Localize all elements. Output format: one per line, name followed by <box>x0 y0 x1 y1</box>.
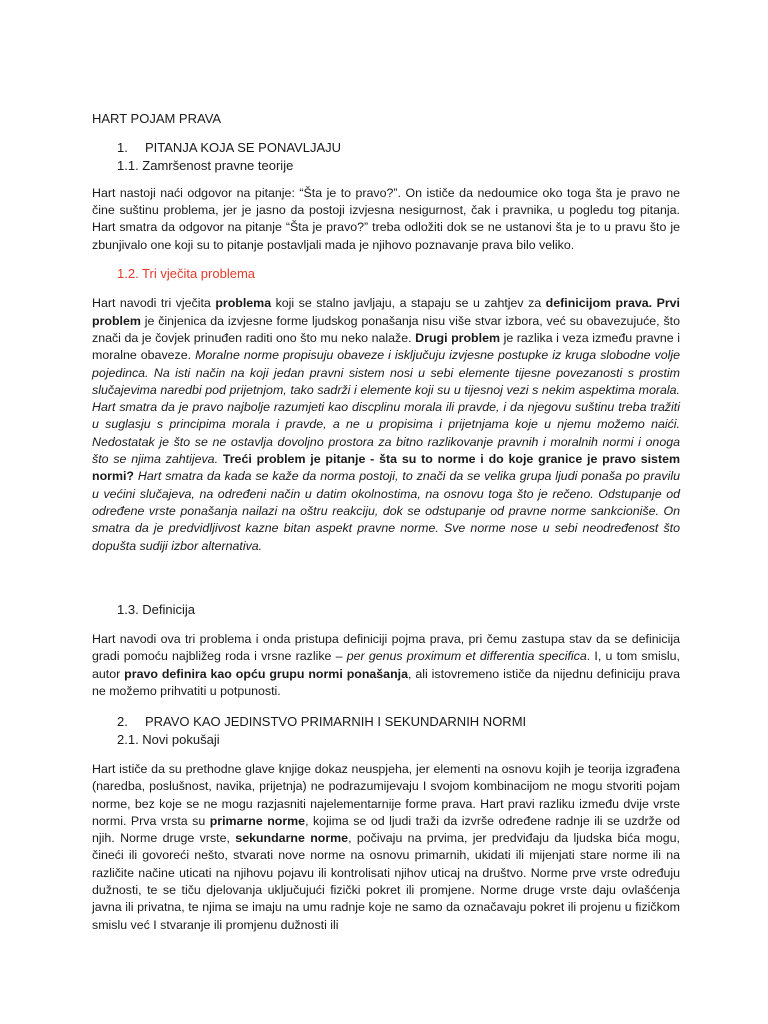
p3-text-a: Hart navodi ova tri problema i onda pristupa definiciji pojma prava, pri čemu zastupa stav da se definicija gradi pomoću najbližeg roda i vrsne razlike – <box>92 632 680 664</box>
p2-bold-definicija: definicijom prava. <box>545 296 653 311</box>
section-1-title: PITANJA KOJA SE PONAVLJAJU <box>145 140 342 156</box>
section-1-3-heading: 1.3. Definicija <box>117 601 196 617</box>
p3-text-c: . I, u tom smislu, autor <box>92 649 680 681</box>
p3-bold-definira: pravo definira kao opću grupu normi ponašanja <box>124 666 408 681</box>
p3-italic-latin: per genus proximum et differentia specifica <box>346 649 587 664</box>
p4-bold-sekundarne: sekundarne norme <box>235 831 349 846</box>
paragraph-4 <box>92 761 680 934</box>
paragraph-1: Hart nastoji naći odgovor na pitanje: “Šta je to pravo?”. On ističe da nedoumice oko toga šta je pravo ne čine suštinu problema, jer je jasno da postoji izvjesna nesigurnost, čak i pravnika, u pogledu tog pitanja. Hart smatra da odgovor na pitanje “Šta je pravo?” treba odložiti dok se ne ustanovi šta je to u pravu što je zbunjivalo one koji su to pitanje postavljali mada je njihovo poznavanje prava bilo veliko. <box>92 185 680 252</box>
section-1-2-heading: 1.2. Tri vječita problema <box>117 266 256 282</box>
p2-bold-prvi-problem: Prvi problem <box>92 296 680 328</box>
section-2-heading <box>92 713 680 730</box>
p2-text-a: Hart navodi tri vječita <box>92 296 216 311</box>
p3-text-e: , ali istovremeno ističe da nijednu definiciju prava ne možemo prihvatiti u potpunosti. <box>92 666 680 699</box>
p2-bold-problema: problema <box>215 296 272 311</box>
p2-text-c: koji se stalno javljaju, a stapaju se u zahtjev za <box>271 296 546 311</box>
document-page <box>92 110 680 934</box>
p4-text-a: Hart ističe da su prethodne glave knjige dokaz neuspjeha, jer elementi na osnovu kojih je teorija izgrađena (naredba, poslušnost, navika, prijetnja) ne podrazumijevaju I svojom kombinacijom ne mogu stvoriti pojam norme, bez koje se ne mogu razjasniti najelementarnije forme prava. Hart pravi razliku između dvije vrste normi. Prva vrsta su <box>92 761 680 828</box>
p2-italic-norme: Hart smatra da kada se kaže da norma postoji, to znači da se velika grupa ljudi ponaša po pravilu u većini slučajeva, na određeni način u datim okolnostima, na osnovu toga što je rečeno. Odstupanje od određene vrste ponašanja nailazi na oštru reakciju, dok se odstupanje od pravne norme sankcioniše. On smatra da je predvidljivost kazne bitan aspekt pravne norme. Sve norme nose u sebi neodređenost što dopušta sudiji izbor alternativa. <box>92 469 680 553</box>
paragraph-2 <box>92 295 680 554</box>
p2-bold-treci-problem: Treći problem je pitanje - šta su to norme i do koje granice je pravo sistem normi? <box>92 452 680 484</box>
p4-bold-primarne: primarne norme <box>209 813 306 828</box>
paragraph-3 <box>92 631 680 700</box>
section-2-title: PRAVO KAO JEDINSTVO PRIMARNIH I SEKUNDARNIH NORMI <box>145 714 527 730</box>
p2-text-i: je razlika i veza između pravne i moralne obaveze. <box>92 330 680 363</box>
section-1-1-heading: 1.1. Zamršenost pravne teorije <box>117 157 294 173</box>
p4-text-c: , kojima se od ljudi traži da izvrše određene radnje ili se uzdrže od njih. Norme druge vrste, <box>92 813 680 846</box>
p4-text-e: , počivaju na prvima, jer predviđaju da ljudska bića mogu, čineći ili govoreći nešto, stvarati nove norme na osnovu primarnih, ukidati ili mijenjati stare norme ili na različite načine uticati na njihovu pojavu ili kontrolisati njihov uticaj na društvo. Norme prve vrste određuju dužnosti, te se tiču djelovanja uključujući fizički pokret ili promjene. Norme druge vrste daju ovlašćenja javna ili privatna, te njima se imaju na umu radnje koje ne samo da označavaju pokret ili projenu u fizičkom smislu već I stvaranje ili promjenu dužnosti ili <box>92 831 680 932</box>
p2-text-g: je činjenica da izvjesne forme ljudskog ponašanja nisu više stvar izbora, već su obavezujuće, što znači da je čovjek prinuđen raditi ono što mu neko nalaže. <box>92 313 680 345</box>
section-2-number: 2. <box>117 714 128 730</box>
p2-bold-drugi-problem: Drugi problem <box>415 330 500 345</box>
document-title: HART POJAM PRAVA <box>92 111 222 126</box>
p2-italic-moral: Moralne norme propisuju obaveze i isključuju izvjesne postupke iz kruga slobodne volje pojedinca. Na isti način na koji jedan pravni sistem nosi u sebi elemente tijesne povezanosti s prostim slučajevima naredbi pod prijetnjom, tako sadrži i elemente koji su u tijesnoj vezi s nekim aspektima morala. Hart smatra da je pravo najbolje razumjeti kao discplinu morala ili pravde, i da njegovu suštinu treba tražiti u suglasju s principima morala i pravde, a ne u propisima i prijetnjama koje u njemu možemo naići. Nedostatak je što se ne ostavlja dovoljno prostora za bitno razlikovanje pravnih i moralnih normi i onoga što se njima zahtijeva. <box>92 348 680 467</box>
section-1-heading <box>92 139 680 156</box>
section-2-1-heading: 2.1. Novi pokušaji <box>117 731 220 747</box>
section-1-number: 1. <box>117 140 128 156</box>
